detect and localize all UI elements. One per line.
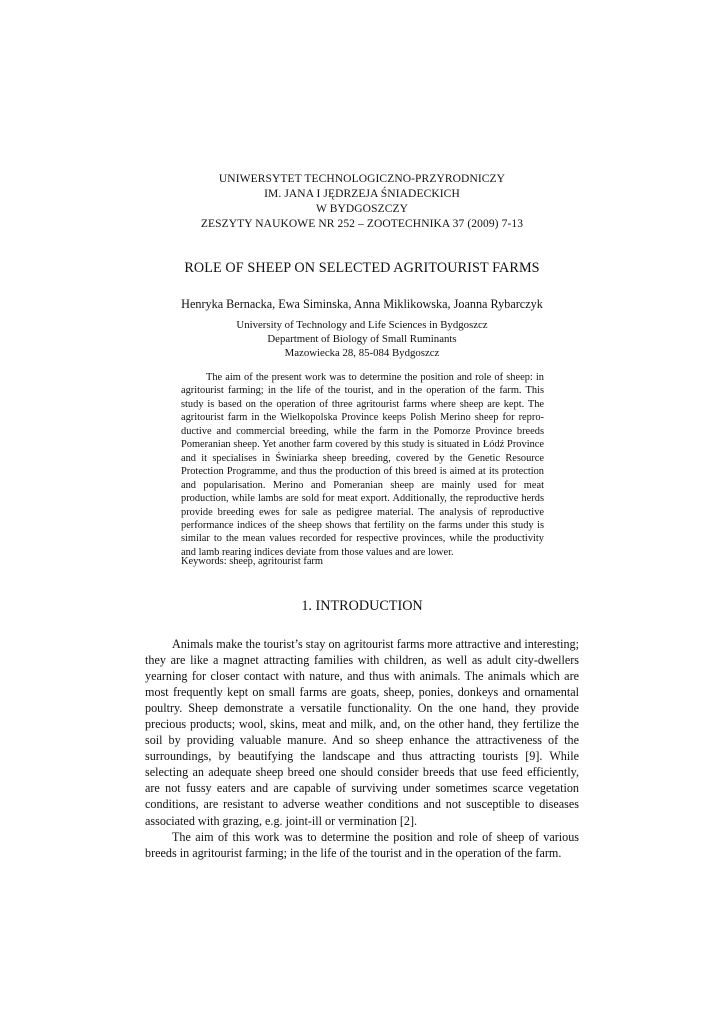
introduction-paragraph: Animals make the tourist’s stay on agritourist farms more attractive and interesting; they are like a magnet attracting families with children, as well as adult city-dwellers yearning for closer contact with nature, and thus with animals. The animals which are most frequently kept on small farms are goats, sheep, ponies, donkeys and ornamental poultry. Sheep demonstrate a versatile functionality. On the one hand, they provide precious products; wool, skins, meat and milk, and, on the other hand, they fertilize the soil by providing valuable manure. And so sheep enhance the attractiveness of the surroundings, by beautifying the landscape and thus attracting tourists [9]. While selecting an adequate sheep breed one should consider breeds that use feed efficiently, are not fussy eaters and are capable of surviving under sometimes scarce vegetation conditions, are resistant to adverse weather conditions and not susceptible to diseases associated with grazing, e.g. joint-ill or vermination [2]. [145, 637, 579, 828]
abstract: The aim of the present work was to determine the position and role of sheep: in agritourist farming; in the life of the tourist, and in the operation of the farm. This study is based on the operation of three agritourist farms where sheep are kept. The agritourist farm in the Wielkopolska Province keeps Polish Merino sheep for reproductive and commercial breeding, while the farm in the Pomorze Province breeds Pomeranian sheep. Yet another farm covered by this study is situated in Łódź Province and it specialises in Świniarka sheep breeding, covered by the Genetic Resource Protection Programme, and thus the production of this breed is aimed at its protection and popularisation. Merino and Pomeranian sheep are mainly used for meat production, while lambs are sold for meat export. Additionally, the reproductive herds provide breeding ewes for sale as pedigree material. The analysis of reproductive performance indices of the sheep shows that fertility on the farms under this study is similar to the mean values recorded for respective provinces, while the productivity and lamb rearing indices deviate from those values and are lower. [181, 372, 544, 558]
paper-title: ROLE OF SHEEP ON SELECTED AGRITOURIST FARMS [184, 260, 540, 276]
author-affiliation [0, 318, 724, 360]
header-journal-issue: ZESZYTY NAUKOWE NR 252 – ZOOTECHNIKA 37 (2009) 7-13 [200, 218, 524, 230]
header-university: UNIWERSYTET TECHNOLOGICZNO-PRZYRODNICZY [218, 173, 506, 185]
affiliation-department: Department of Biology of Small Ruminants [267, 333, 457, 345]
header-city: W BYDGOSZCZY [315, 203, 409, 215]
introduction-paragraph: The aim of this work was to determine the position and role of sheep of various breeds in agritourist farming; in the life of the tourist and in the operation of the farm. [145, 829, 579, 860]
journal-header [0, 172, 724, 232]
affiliation-university: University of Technology and Life Sciences in Bydgoszcz [236, 319, 488, 331]
affiliation-address: Mazowiecka 28, 85-084 Bydgoszcz [284, 347, 440, 359]
introduction-body [145, 636, 579, 861]
section-heading-introduction: 1. INTRODUCTION [301, 598, 423, 614]
header-patron: IM. JANA I JĘDRZEJA ŚNIADECKICH [264, 188, 460, 200]
paper-authors: Henryka Bernacka, Ewa Siminska, Anna Miklikowska, Joanna Rybarczyk [181, 297, 543, 311]
keywords: Keywords: sheep, agritourist farm [181, 556, 323, 567]
